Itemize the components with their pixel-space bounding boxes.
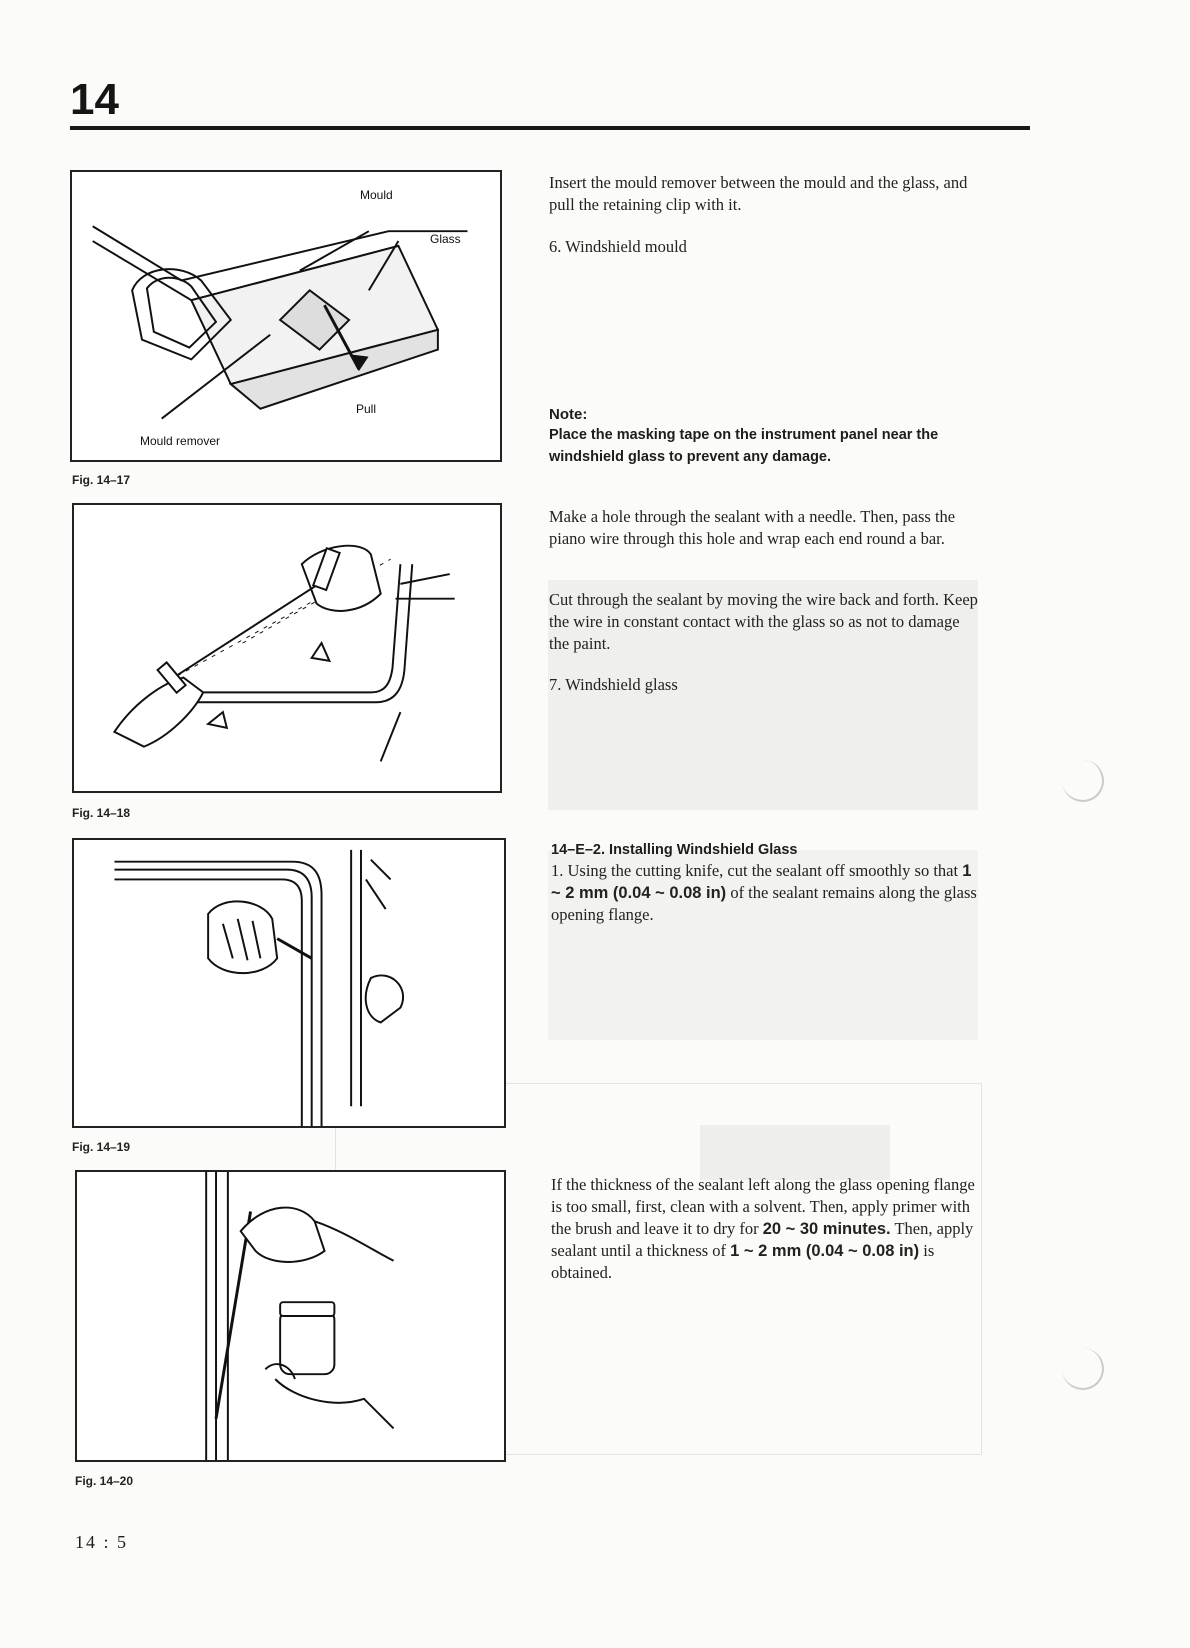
paragraph-insert-mould-remover: Insert the mould remover between the mould and the glass, and pull the retaining clip with it. [549, 173, 968, 214]
paragraph-cut-sealant: Cut through the sealant by moving the wire back and forth. Keep the wire in constant contact with the glass so as not to damage the paint. [549, 590, 978, 653]
step-1-measurement: 1 ~ 2 mm (0.04 ~ 0.08 in) [551, 862, 972, 902]
cutting-knife-illustration [74, 840, 504, 1126]
note-body: Place the masking tape on the instrument panel near the windshield glass to prevent any damage. [549, 427, 939, 465]
figure-caption: Fig. 14–18 [72, 806, 131, 820]
figure-14-19 [72, 838, 506, 1128]
sealant-thickness: 1 ~ 2 mm (0.04 ~ 0.08 in) [730, 1242, 920, 1260]
mould-removal-illustration [72, 172, 500, 460]
figure-caption: Fig. 14–19 [72, 1140, 131, 1154]
step-7-windshield-glass: 7. Windshield glass [549, 675, 678, 694]
chapter-number: 14 [70, 75, 119, 124]
figure-caption: Fig. 14–17 [72, 473, 131, 487]
label-glass: Glass [430, 232, 461, 246]
primer-text-e: is obtained. [551, 1241, 935, 1282]
binder-hole [1062, 760, 1104, 802]
binder-hole [1062, 1348, 1104, 1390]
figure-14-17 [70, 170, 502, 462]
page-number: 14 : 5 [75, 1532, 129, 1552]
note-title: Note: [549, 406, 588, 423]
label-mould: Mould [360, 188, 393, 202]
section-heading-installing-windshield-glass: 14–E–2. Installing Windshield Glass [551, 842, 798, 858]
step-6-windshield-mould: 6. Windshield mould [549, 237, 687, 256]
primer-brush-illustration [77, 1172, 504, 1460]
label-pull: Pull [356, 402, 377, 416]
step-1-cutting-knife [551, 860, 981, 926]
primer-text-a: If the thickness of the sealant left along the glass opening flange is too small, first, clean with a solvent. Then, apply primer with the brush and leave it to dry for [551, 1175, 975, 1238]
header-rule [70, 126, 1030, 130]
step-1-text-end: of the sealant remains along the glass opening flange. [551, 883, 977, 924]
figure-caption: Fig. 14–20 [75, 1474, 134, 1488]
paragraph-needle-hole: Make a hole through the sealant with a needle. Then, pass the piano wire through this hole and wrap each end round a bar. [549, 507, 956, 548]
primer-dry-time: 20 ~ 30 minutes. [762, 1220, 891, 1238]
figure-14-18 [72, 503, 502, 793]
piano-wire-illustration [74, 505, 500, 791]
paragraph-primer-and-sealant [551, 1174, 983, 1284]
primer-text-c: Then, apply sealant until a thickness of [551, 1219, 974, 1260]
step-1-text: 1. Using the cutting knife, cut the sealant off smoothly so that [551, 861, 963, 880]
figure-14-20 [75, 1170, 506, 1462]
label-mould-remover: Mould remover [140, 434, 221, 448]
